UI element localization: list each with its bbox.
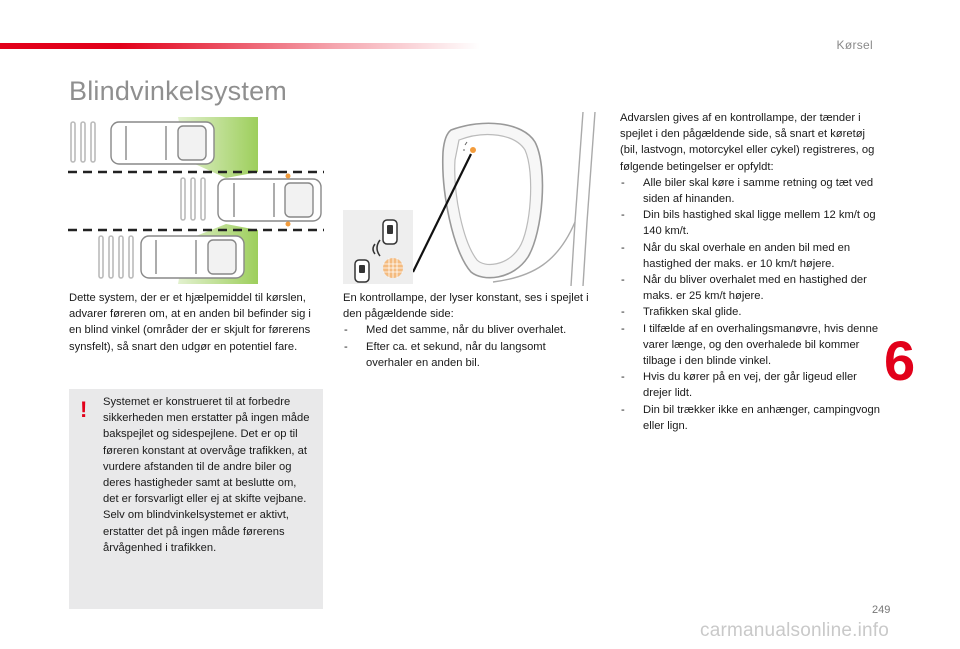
watermark: carmanualsonline.info	[700, 620, 890, 641]
warning-exclamation-icon: !	[80, 397, 88, 422]
list-item: - Med det samme, når du bliver overhalet.	[343, 322, 593, 338]
warning-box	[69, 389, 323, 609]
list-item: - Hvis du kører på en vej, der går ligeud eller drejer lidt.	[620, 369, 880, 401]
list-item: - Trafikken skal glide.	[620, 304, 880, 320]
list-item: - Din bil trækker ikke en anhænger, campingvogn eller lign.	[620, 402, 880, 434]
warning-paragraph-2: Selv om blindvinkelsystemet er aktivt, erstatter det på ingen måde førerens årvågenhed i trafikken.	[103, 509, 289, 554]
side-mirror-illustration	[343, 112, 607, 286]
section-label: Kørsel	[836, 38, 873, 52]
indicator-description	[343, 290, 593, 371]
warning-text	[103, 394, 313, 556]
list-item: - I tilfælde af en overhalingsmanøvre, hvis denne varer længe, og den overhalede bil kommer tilbage i den blinde vinkel.	[620, 321, 880, 370]
chapter-number: 6	[884, 329, 916, 392]
list-item: - Når du skal overhale en anden bil med en hastighed der maks. er 10 km/t højere.	[620, 240, 880, 272]
list-item: - Din bils hastighed skal ligge mellem 12 km/t og 140 km/t.	[620, 207, 880, 239]
conditions-list	[620, 175, 880, 434]
indicator-intro: En kontrollampe, der lyser konstant, ses i spejlet i den pågældende side:	[343, 292, 589, 321]
traffic-lanes-illustration	[66, 112, 328, 288]
car-ego	[218, 179, 321, 221]
car-bottom	[141, 236, 244, 278]
list-item: - Når du bliver overhalet med en hastighed der maks. er 25 km/t højere.	[620, 272, 880, 304]
page-number: 249	[872, 604, 891, 616]
car-top	[111, 122, 214, 164]
warning-paragraph-1: Systemet er konstrueret til at forbedre sikkerheden men erstatter på ingen måde bakspejlet og sidespejlene. Det er op til føreren konstant at overvåge trafikken, at vurdere afstanden til de andre biler og deres hastigheder samt at beslutte om, det er forsvarligt eller ej at skifte vejbane.	[103, 396, 310, 506]
page-title: Blindvinkelsystem	[69, 76, 287, 106]
blind-spot-indicator-inset	[343, 210, 413, 284]
header-accent-bar	[0, 43, 480, 49]
list-item: - Efter ca. et sekund, når du langsomt overhaler en anden bil.	[343, 339, 593, 371]
conditions-description	[620, 110, 880, 434]
conditions-intro: Advarslen gives af en kontrollampe, der tænder i spejlet i den pågældende side, så snart et køretøj (bil, lastvogn, motorcykel eller cykel) registreres, og følgende betingelser er opfyldt:	[620, 112, 875, 173]
indicator-list	[343, 322, 593, 371]
list-item: - Alle biler skal køre i samme retning og tæt ved siden af hinanden.	[620, 175, 880, 207]
intro-paragraph: Dette system, der er et hjælpemiddel til kørslen, advarer føreren om, at en anden bil befinder sig i en blind vinkel (områder der er skjult for førerens synsfelt), så snart den udgør en potentiel fare.	[69, 292, 311, 353]
